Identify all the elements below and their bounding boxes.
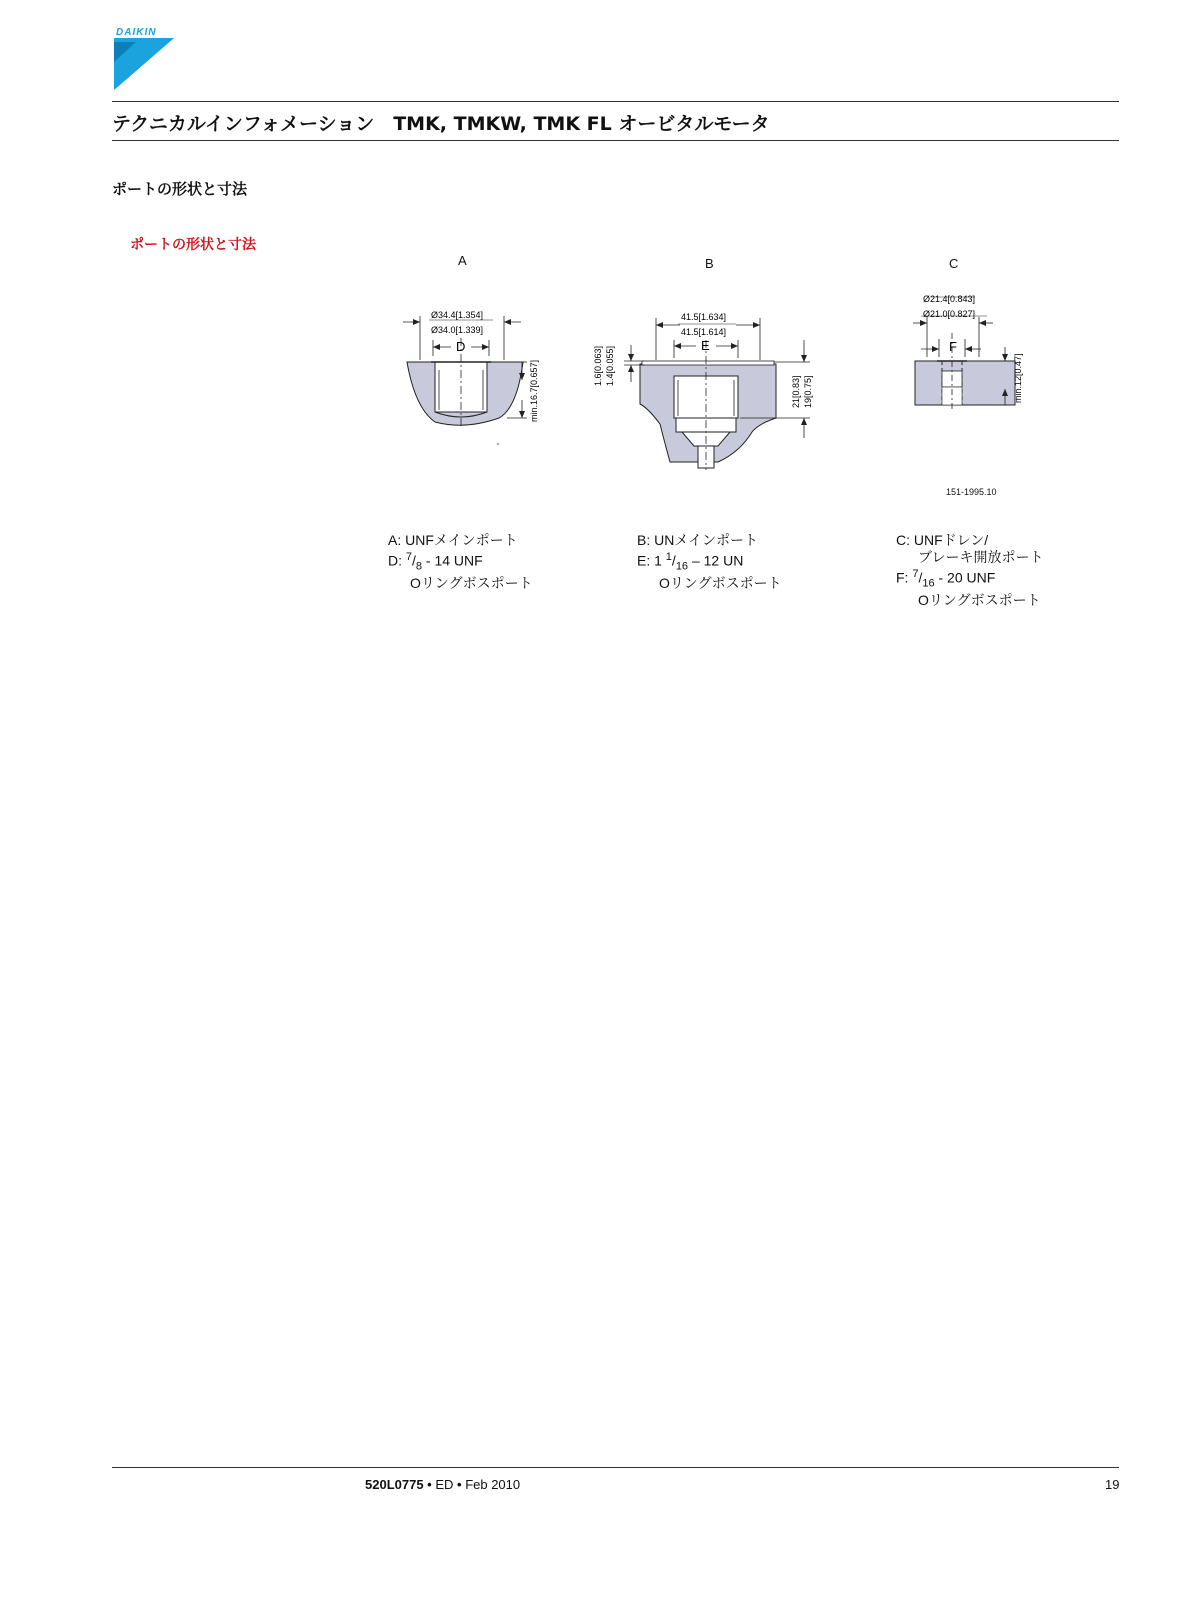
- footer-sep1: •: [423, 1477, 436, 1492]
- footer-date: Feb 2010: [465, 1477, 521, 1492]
- figure-a-drawing: [395, 300, 555, 460]
- caption-c-line4: Oリングボスポート: [918, 592, 1041, 609]
- footer-doc-info: [365, 1477, 520, 1492]
- footer-doc-number: 520L0775: [365, 1477, 424, 1492]
- caption-b-num: 1: [665, 551, 672, 563]
- caption-c-slash: /: [918, 569, 923, 586]
- figure-c-drawing: [895, 285, 1045, 415]
- caption-c-rest: - 20 UNF: [934, 569, 996, 586]
- figure-b-spot-max: 1.6[0.063]: [593, 345, 603, 386]
- brand-wordmark: DAIKIN: [116, 27, 157, 38]
- caption-b-den: 16: [675, 560, 689, 573]
- caption-c-prefix: F:: [896, 569, 913, 586]
- caption-b-rest: – 12 UN: [688, 552, 744, 569]
- caption-c-den: 16: [922, 577, 935, 590]
- daikin-logo-icon: [114, 38, 176, 92]
- figure-c-depth: min.12[0.47]: [1013, 353, 1023, 403]
- figure-b-depth-max: 21[0.83]: [791, 375, 801, 408]
- header-rule-top: [112, 101, 1119, 102]
- figure-c-dim-bottom: Ø21.0[0.827]: [923, 309, 976, 319]
- header-rule-bottom: [112, 140, 1119, 141]
- caption-b-line2: [637, 549, 782, 575]
- figure-b-drawing: [590, 300, 830, 480]
- figure-b-depth-min: 19[0.75]: [803, 375, 813, 408]
- caption-a: [388, 532, 533, 592]
- caption-c-line1: C: UNFドレン/: [896, 532, 989, 548]
- footer-edition: ED: [435, 1477, 454, 1492]
- caption-c-line2: ブレーキ開放ポート: [918, 549, 1044, 565]
- caption-a-prefix: D:: [388, 552, 406, 569]
- figure-c-letter: C: [949, 256, 959, 271]
- caption-c: [896, 532, 1043, 609]
- figure-b-thread: E: [701, 338, 710, 353]
- section-title: ポートの形状と寸法: [112, 180, 248, 198]
- caption-a-line3: Oリングボスポート: [410, 575, 533, 592]
- figure-a-depth: min.16.7[0.657]: [529, 359, 539, 422]
- figure-c-thread: F: [949, 339, 957, 354]
- caption-a-line1: A: UNFメインポート: [388, 532, 518, 548]
- caption-a-slash: /: [412, 552, 416, 569]
- caption-b-prefix: E: 1: [637, 552, 666, 569]
- figure-c-dim-top: Ø21.4[0.843]: [923, 294, 976, 304]
- figure-b-letter: B: [705, 256, 714, 271]
- figure-a-dim-bottom: Ø34.0[1.339]: [431, 325, 484, 335]
- figure-a-thread: D: [456, 339, 466, 354]
- figure-a-letter: A: [458, 253, 467, 268]
- caption-c-num: 7: [912, 568, 919, 580]
- figure-b-spot-min: 1.4[0.055]: [605, 345, 615, 386]
- figure-b-dim-bottom: 41.5[1.614]: [681, 327, 727, 337]
- caption-a-line2: [388, 549, 533, 575]
- caption-b-slash: /: [671, 552, 676, 569]
- footer-sep2: •: [453, 1477, 466, 1492]
- caption-c-line3: [896, 566, 1043, 592]
- caption-a-rest: - 14 UNF: [422, 552, 483, 569]
- caption-a-num: 7: [405, 551, 413, 563]
- figure-label: ポートの形状と寸法: [130, 237, 256, 253]
- figure-a-dim-top: Ø34.4[1.354]: [431, 310, 484, 320]
- page-title: テクニカルインフォメーション TMK, TMKW, TMK FL オービタルモータ: [112, 113, 770, 135]
- figure-code: 151-1995.10: [946, 487, 997, 497]
- caption-b: [637, 532, 782, 592]
- footer-rule: [112, 1467, 1119, 1468]
- page-number: 19: [1105, 1477, 1120, 1492]
- caption-a-den: 8: [415, 560, 423, 573]
- figure-b-dim-top: 41.5[1.634]: [681, 312, 727, 322]
- caption-b-line3: Oリングボスポート: [659, 575, 782, 592]
- caption-b-line1: B: UNメインポート: [637, 532, 759, 548]
